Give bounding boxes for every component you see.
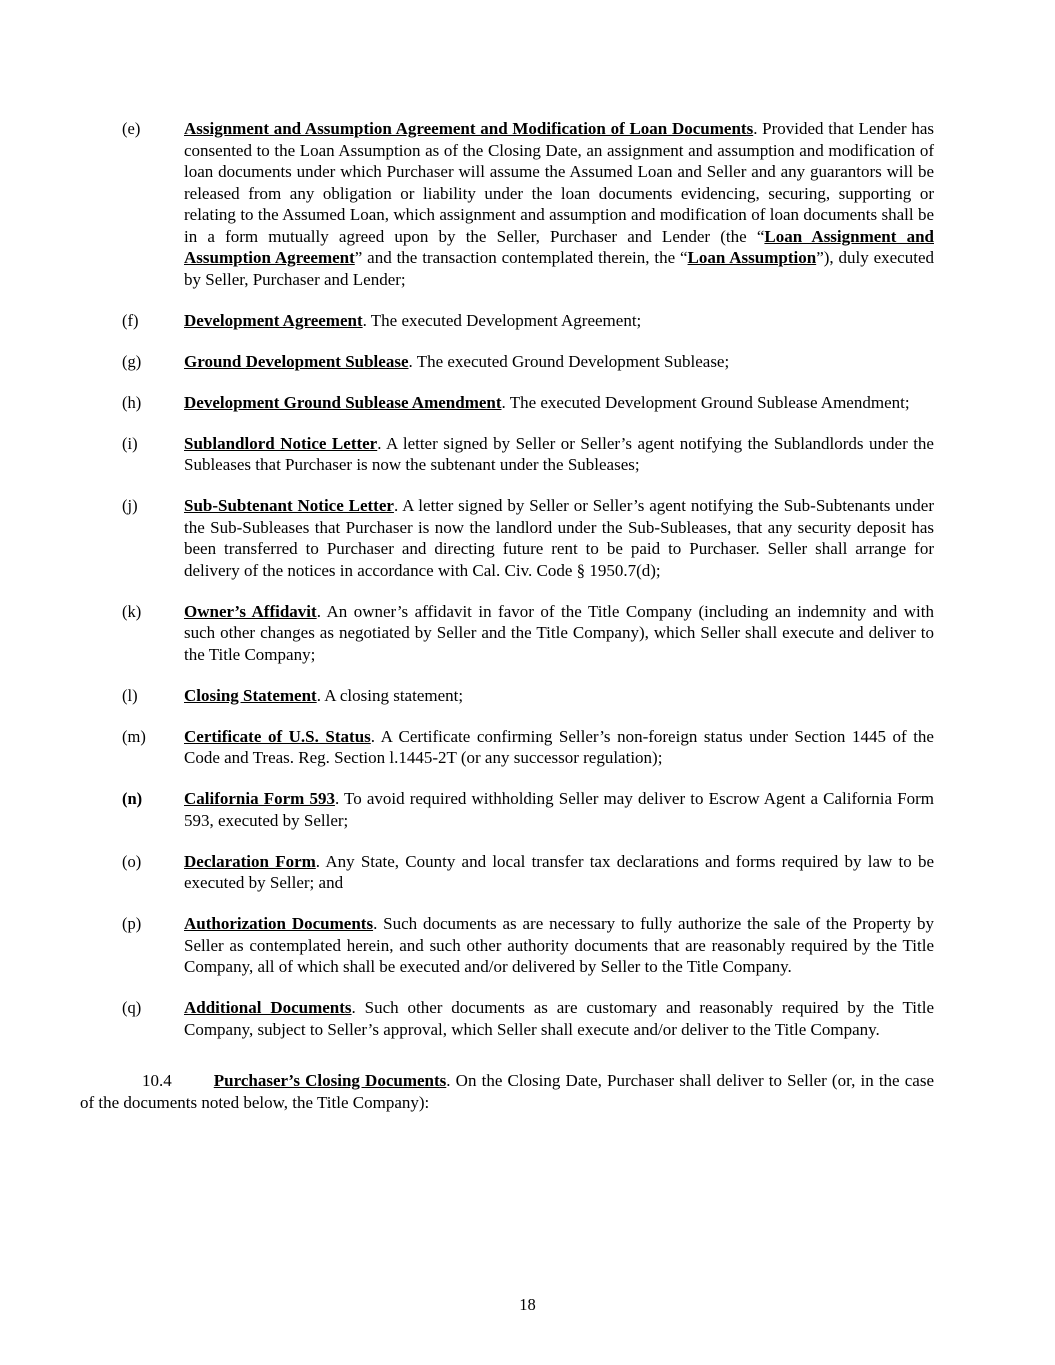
clause-marker: (n) — [122, 789, 143, 808]
clause-marker: (m) — [122, 726, 146, 746]
clause-paragraph-part: . To avoid required withholding Seller may deliver to Escrow Agent a California Form 593, executed by Seller; — [184, 789, 934, 830]
clause-paragraph-part: ” and the transaction contemplated therein, the “ — [354, 248, 688, 267]
clause-marker: (j) — [122, 496, 138, 515]
clause-marker: (e) — [122, 119, 141, 138]
list-item — [122, 433, 934, 476]
clause-marker: (o) — [122, 851, 142, 871]
clause-marker: (i) — [122, 433, 138, 453]
list-item — [122, 392, 934, 414]
clause-paragraph-part: . A closing statement; — [316, 685, 464, 705]
clause-paragraph-part: . A letter signed by Seller or Seller’s agent notifying the Sublandlords under the Subleases that Purchaser is now the subtenant under the Subleases; — [184, 433, 934, 474]
clause-heading: Assignment and Assumption Agreement and Modification of Loan Documents — [184, 119, 754, 138]
clause-text — [184, 913, 934, 978]
section-10-4 — [80, 1070, 934, 1113]
list-item — [122, 495, 934, 581]
section-heading: Purchaser’s Closing Documents — [213, 1071, 447, 1090]
section-paragraph: . On the Closing Date, Purchaser shall deliver to Seller (or, in the case of the documents noted below, the Title Company): — [80, 1071, 934, 1112]
clause-text — [184, 495, 934, 581]
list-item — [122, 913, 934, 978]
clause-paragraph-part: . Such documents as are necessary to fully authorize the sale of the Property by Seller as contemplated herein, and such other authority documents that are reasonably required by the Title Company, all of which shall be executed and/or delivered by Seller to the Title Company. — [184, 914, 934, 976]
list-item — [122, 310, 934, 332]
clause-text — [184, 433, 934, 476]
clause-heading: Authorization Documents — [184, 914, 374, 933]
list-item — [122, 685, 934, 707]
clause-text — [184, 310, 934, 332]
clause-text — [184, 685, 934, 707]
clause-heading: Ground Development Sublease — [184, 351, 409, 371]
clause-marker: (g) — [122, 351, 142, 371]
clause-marker: (l) — [122, 685, 138, 705]
clause-paragraph-part: . Provided that Lender has consented to the Loan Assumption as of the Closing Date, an assignment and assumption and modification of loan documents under which Purchaser will assume the Assumed Loan and Seller and any guarantors will be released from any obligation or liability under the loan documents evidencing, securing, supporting or relating to the Assumed Loan, which assignment and assumption and modification of loan documents shall be in a form mutually agreed upon by the Seller, Purchaser and Lender (the “ — [184, 119, 934, 246]
list-item — [122, 351, 934, 373]
clause-paragraph-part: . Any State, County and local transfer tax declarations and forms required by law to be executed by Seller; and — [184, 851, 934, 892]
clause-marker: (f) — [122, 310, 139, 330]
clause-heading: Sub-Subtenant Notice Letter — [184, 496, 394, 515]
clause-paragraph-part: . An owner’s affidavit in favor of the Title Company (including an indemnity and with such other changes as negotiated by Seller and the Title Company), which Seller shall execute and deliver to the Title Company; — [184, 601, 934, 664]
clause-text — [184, 997, 934, 1040]
clause-marker: (p) — [122, 914, 142, 933]
clause-text — [184, 351, 934, 373]
clause-paragraph-part: . The executed Development Agreement; — [362, 310, 642, 330]
list-item — [122, 726, 934, 769]
clause-paragraph-part: . The executed Development Ground Sublease Amendment; — [501, 392, 910, 412]
clause-heading: California Form 593 — [184, 789, 335, 808]
clause-paragraph-part: ”), duly executed by Seller, Purchaser and Lender; — [184, 248, 934, 289]
page-number: 18 — [519, 1295, 536, 1314]
clause-marker: (h) — [122, 392, 142, 412]
clause-heading: Certificate of U.S. Status — [184, 726, 371, 746]
clause-paragraph-part: . The executed Ground Development Sublease; — [408, 351, 730, 371]
clause-marker: (q) — [122, 998, 142, 1017]
defined-term: Loan Assignment and Assumption Agreement — [184, 226, 934, 267]
document-body — [80, 118, 934, 1113]
clause-text — [184, 726, 934, 769]
clause-text — [184, 118, 934, 290]
clause-heading: Closing Statement — [184, 685, 317, 705]
clause-heading: Declaration Form — [184, 851, 316, 871]
clause-paragraph-part: . A letter signed by Seller or Seller’s agent notifying the Sub-Subtenants under the Sub-Subleases that Purchaser is now the landlord under the Sub-Subleases, that any security deposit has been transferred to Purchaser and directing future rent to be paid to Purchaser. Seller shall arrange for delivery of the notices in accordance with Cal. Civ. Code § 1950.7(d); — [184, 496, 934, 580]
clause-heading: Development Ground Sublease Amendment — [184, 392, 502, 412]
section-number: 10.4 — [142, 1071, 172, 1090]
clause-heading: Owner’s Affidavit — [184, 601, 317, 621]
defined-term: Loan Assumption — [687, 248, 817, 267]
clause-text — [184, 851, 934, 894]
clause-heading: Additional Documents — [184, 998, 352, 1017]
clause-text — [184, 392, 934, 414]
list-item — [122, 601, 934, 666]
clause-text — [184, 601, 934, 666]
clause-paragraph-part: . Such other documents as are customary and reasonably required by the Title Company, subject to Seller’s approval, which Seller shall execute and/or deliver to the Title Company. — [184, 998, 934, 1039]
list-item — [122, 788, 934, 831]
clause-paragraph-part: . A Certificate confirming Seller’s non-foreign status under Section 1445 of the Code and Treas. Reg. Section l.1445-2T (or any successor regulation); — [184, 726, 934, 767]
clause-heading: Development Agreement — [184, 310, 363, 330]
clause-text — [184, 788, 934, 831]
clause-marker: (k) — [122, 601, 142, 621]
list-item — [122, 997, 934, 1040]
clause-heading: Sublandlord Notice Letter — [184, 433, 378, 453]
list-item — [122, 851, 934, 894]
list-item — [122, 118, 934, 290]
